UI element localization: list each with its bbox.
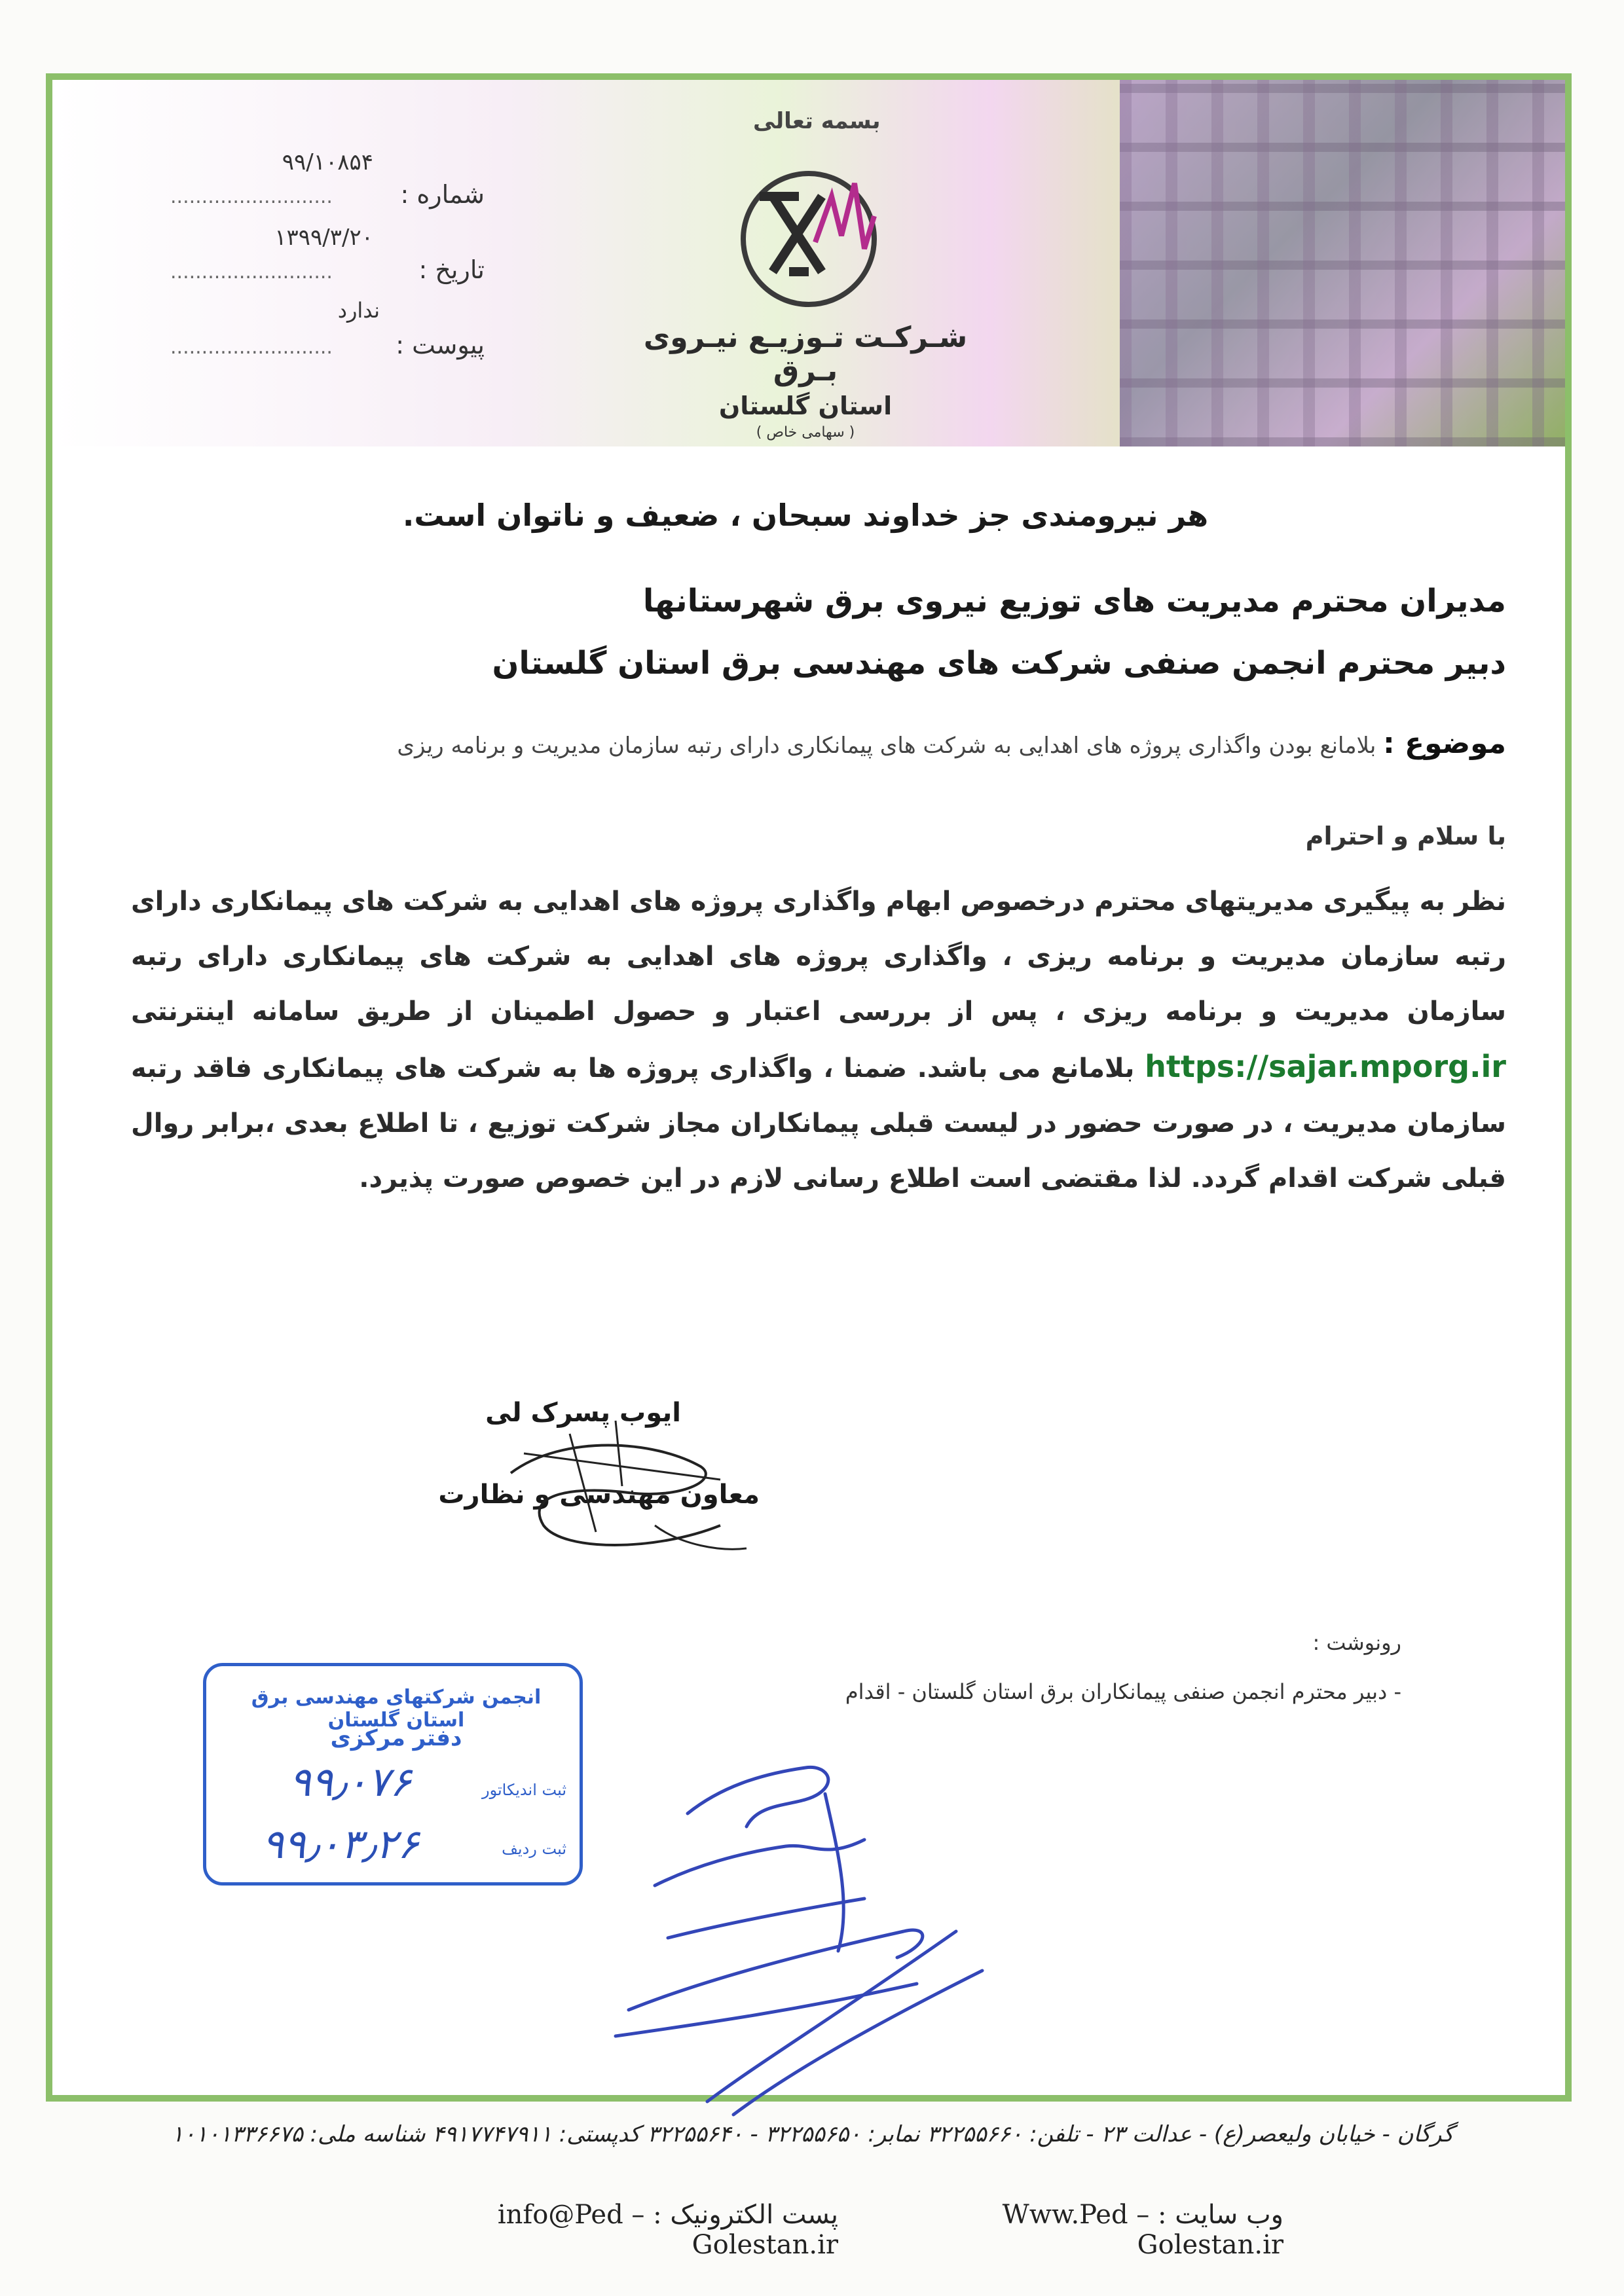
power-logo-icon <box>724 157 894 314</box>
body-part-2: بلامانع می باشد. ضمنا ، واگذاری پروژه ها به شرکت های پیمانکاری فاقد رتبه سازمان مدیریت ، در صورت حضور در لیست قبلی پیمانکاران مجاز شرکت توزیع ، تا اطلاع بعدی ،برابر روال قبلی شرکت اقدام گردد. لذا مقتضی است اطلاع رسانی لازم در این خصوص صورت پذیرد. <box>131 1053 1506 1194</box>
number-dots: .......................... <box>170 185 333 208</box>
stamp-indicator-value: ۹۹٫۰۷۶ <box>289 1758 412 1806</box>
handwritten-annotation <box>589 1735 995 2141</box>
company-logo <box>724 157 894 314</box>
subject-text: بلامانع بودن واگذاری پروژه های اهدایی به شرکت های پیمانکاری دارای رتبه سازمان مدیریت و برنامه ریزی <box>397 733 1376 759</box>
attachment-label: پیوست : <box>396 331 485 359</box>
greeting: با سلام و احترام <box>1305 822 1506 850</box>
date-dots: .......................... <box>170 261 333 283</box>
registration-stamp <box>203 1663 583 1886</box>
company-type: ( سهامی خاص ) <box>756 424 855 441</box>
subject-label: موضوع : <box>1383 727 1506 760</box>
date-label: تاریخ : <box>418 255 485 284</box>
motto: هر نیرومندی جز خداوند سبحان ، ضعیف و ناتوان است. <box>402 498 1209 533</box>
footer-email <box>367 2200 838 2260</box>
number-value: ۹۹/۱۰۸۵۴ <box>282 149 373 175</box>
cc-label: رونوشت : <box>1312 1630 1401 1655</box>
body-part-1: نظر به پیگیری مدیریتهای محترم درخصوص ابهام واگذاری پروژه های اهدایی به شرکت های پیمانکاری دارای رتبه سازمان مدیریت و برنامه ریزی ، واگذاری پروژه های اهدایی به شرکت های پیمانکاری دارای رتبه سازمان مدیریت و برنامه ریزی ، پس از بررسی اعتبار و حصول اطمینان از طریق سامانه اینترنتی <box>131 886 1506 1027</box>
stamp-office: دفتر مرکزی <box>330 1725 462 1751</box>
company-name-block <box>622 321 989 441</box>
number-label: شماره : <box>400 180 485 209</box>
letter-body <box>131 874 1506 1206</box>
building-photo <box>1120 80 1565 446</box>
handwritten-signature <box>485 1394 760 1565</box>
footer-address: گرگان - خیابان ولیعصر(ع) - عدالت ۲۳ - تلفن: ۳۲۲۵۵۶۶۰ نمابر: ۳۲۲۵۵۶۵۰ - ۳۲۲۵۵۶۴۰ کدپستی: ۴۹۱۷۷۴۷۹۱۱ شناسه ملی: ۱۰۱۰۱۳۳۶۶۷۵ <box>171 2121 1454 2147</box>
website-label: وب سایت : <box>1158 2200 1283 2230</box>
signer-name: ایوب پسرک لی <box>485 1398 681 1428</box>
cc-item: - دبیر محترم انجمن صنفی پیمانکاران برق استان گلستان - اقدام <box>845 1679 1401 1704</box>
company-name: شـرکـت تـوزیـع نیـروی بـرق <box>643 321 968 388</box>
website-link[interactable]: Www.Ped – Golestan.ir <box>1002 2200 1283 2260</box>
company-province: استان گلستان <box>718 392 893 420</box>
email-label: پست الکترونیک : <box>653 2200 838 2230</box>
stamp-org: انجمن شرکتهای مهندسی برق استان گلستان <box>251 1686 542 1732</box>
stamp-row-value: ۹۹٫۰۳٫۲۶ <box>261 1820 420 1868</box>
email-link[interactable]: info@Ped – Golestan.ir <box>497 2200 838 2260</box>
footer-website <box>877 2200 1283 2260</box>
addressee-line-2: دبیر محترم انجمن صنفی شرکت های مهندسی برق استان گلستان <box>492 645 1506 682</box>
stamp-indicator-label: ثبت اندیکاتور <box>482 1781 566 1799</box>
attachment-value: ندارد <box>337 298 380 323</box>
subject-line <box>183 714 1506 776</box>
sajar-url-link[interactable]: https://sajar.mporg.ir <box>1145 1049 1506 1084</box>
date-value: ۱۳۹۹/۳/۲۰ <box>274 225 373 251</box>
signer-title: معاون مهندسی و نظارت <box>438 1480 760 1510</box>
stamp-row-label: ثبت ردیف <box>502 1840 566 1858</box>
addressee-line-1: مدیران محترم مدیریت های توزیع نیروی برق شهرستانها <box>642 583 1506 619</box>
bismillah: بسمه تعالی <box>753 108 881 134</box>
attachment-dots: .......................... <box>170 336 333 359</box>
